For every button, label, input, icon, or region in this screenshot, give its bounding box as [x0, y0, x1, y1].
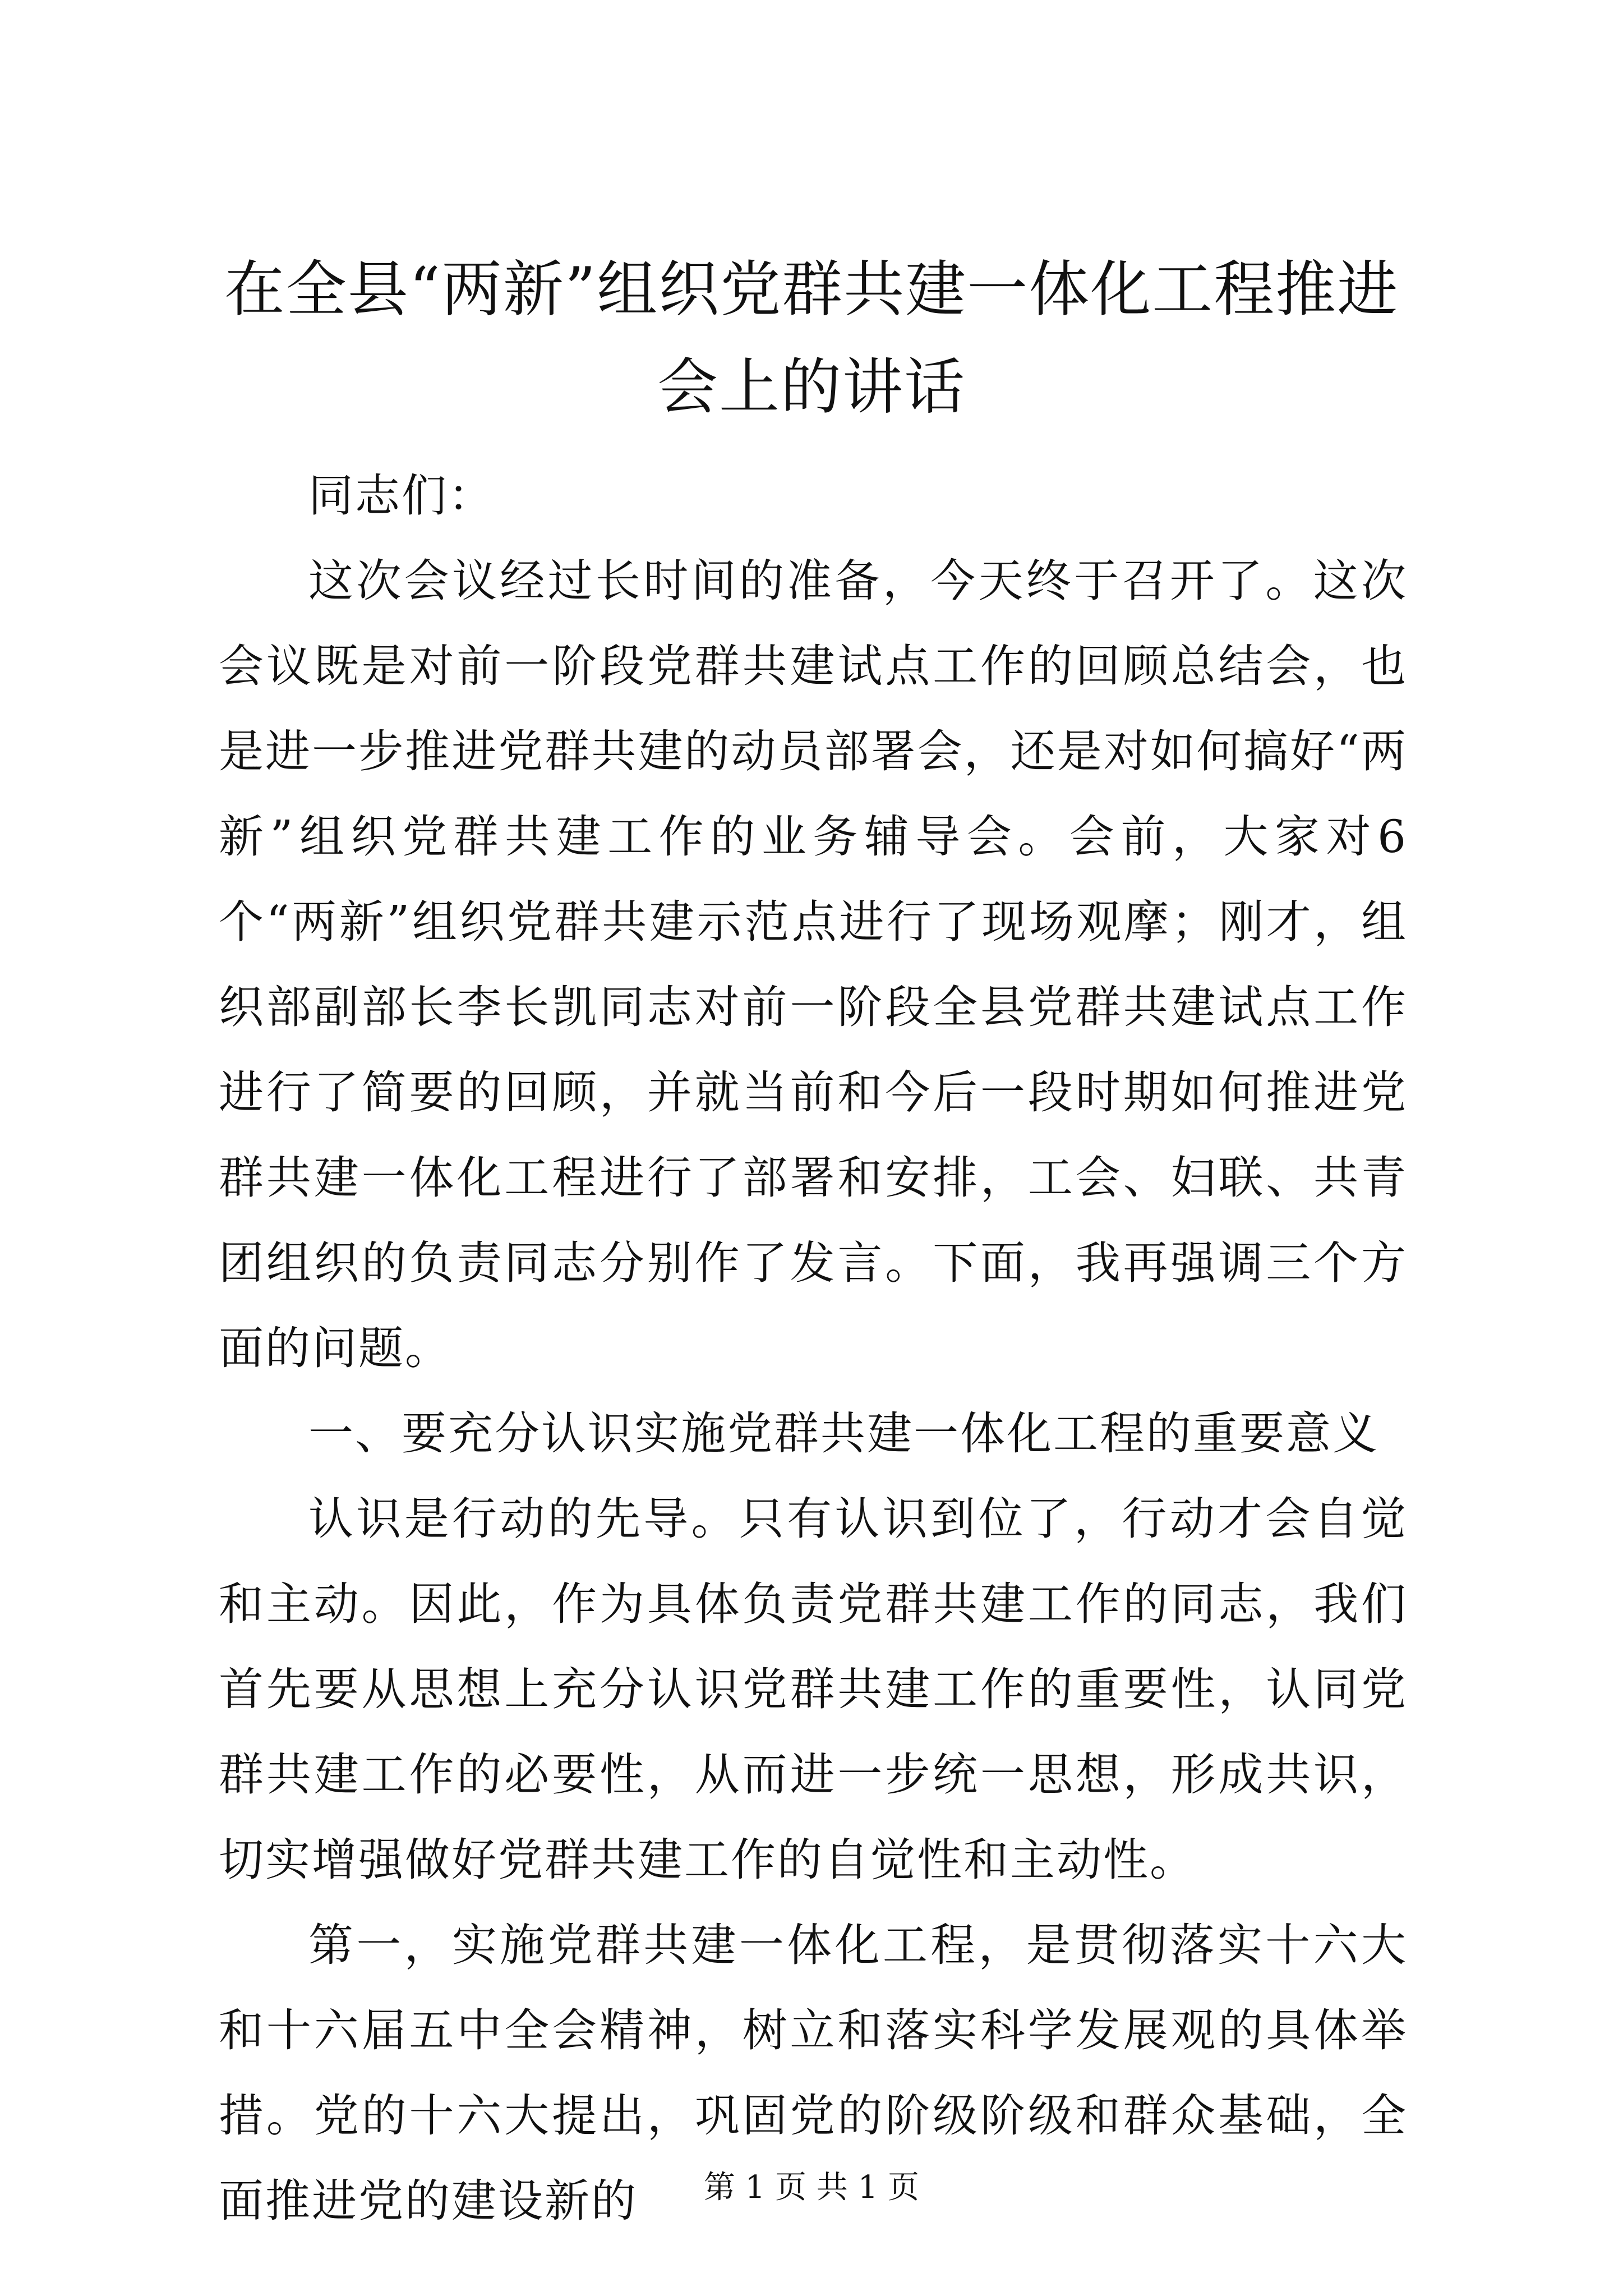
- salutation: 同志们：: [308, 470, 495, 522]
- section-heading-1: 一、要充分认识实施党群共建一体化工程的重要意义: [308, 1407, 1379, 1460]
- paragraph-first-point: 第一，实施党群共建一体化工程，是贯彻落实十六大和十六届五中全会精神，树立和落实科学发展观的具体举措。党的十六大提出，巩固党的阶级阶级和群众基础，全面推进党的建设新的: [219, 1919, 1408, 2227]
- paragraph-awareness: 认识是行动的先导。只有认识到位了，行动才会自觉和主动。因此，作为具体负责党群共建工作的同志，我们首先要从思想上充分认识党群共建工作的重要性，认同党群共建工作的必要性，从而进一步统一思想，形成共识，切实增强做好党群共建工作的自觉性和主动性。: [219, 1493, 1408, 1886]
- paragraph-intro: 这次会议经过长时间的准备，今天终于召开了。这次会议既是对前一阶段党群共建试点工作的回顾总结会，也是进一步推进党群共建的动员部署会，还是对如何搞好“两新”组织党群共建工作的业务辅导会。会前，大家对6个“两新”组织党群共建示范点进行了现场观摩；刚才，组织部副部长李长凯同志对前一阶段全县党群共建试点工作进行了简要的回顾，并就当前和今后一段时期如何推进党群共建一体化工程进行了部署和安排，工会、妇联、共青团组织的负责同志分别作了发言。下面，我再强调三个方面的问题。: [219, 555, 1408, 1374]
- page-footer: 第 1 页 共 1 页: [703, 2169, 920, 2206]
- document-title: 在全县“两新”组织党群共建一体化工程推进会上的讲话: [224, 255, 1399, 422]
- document-body: [219, 453, 1408, 2244]
